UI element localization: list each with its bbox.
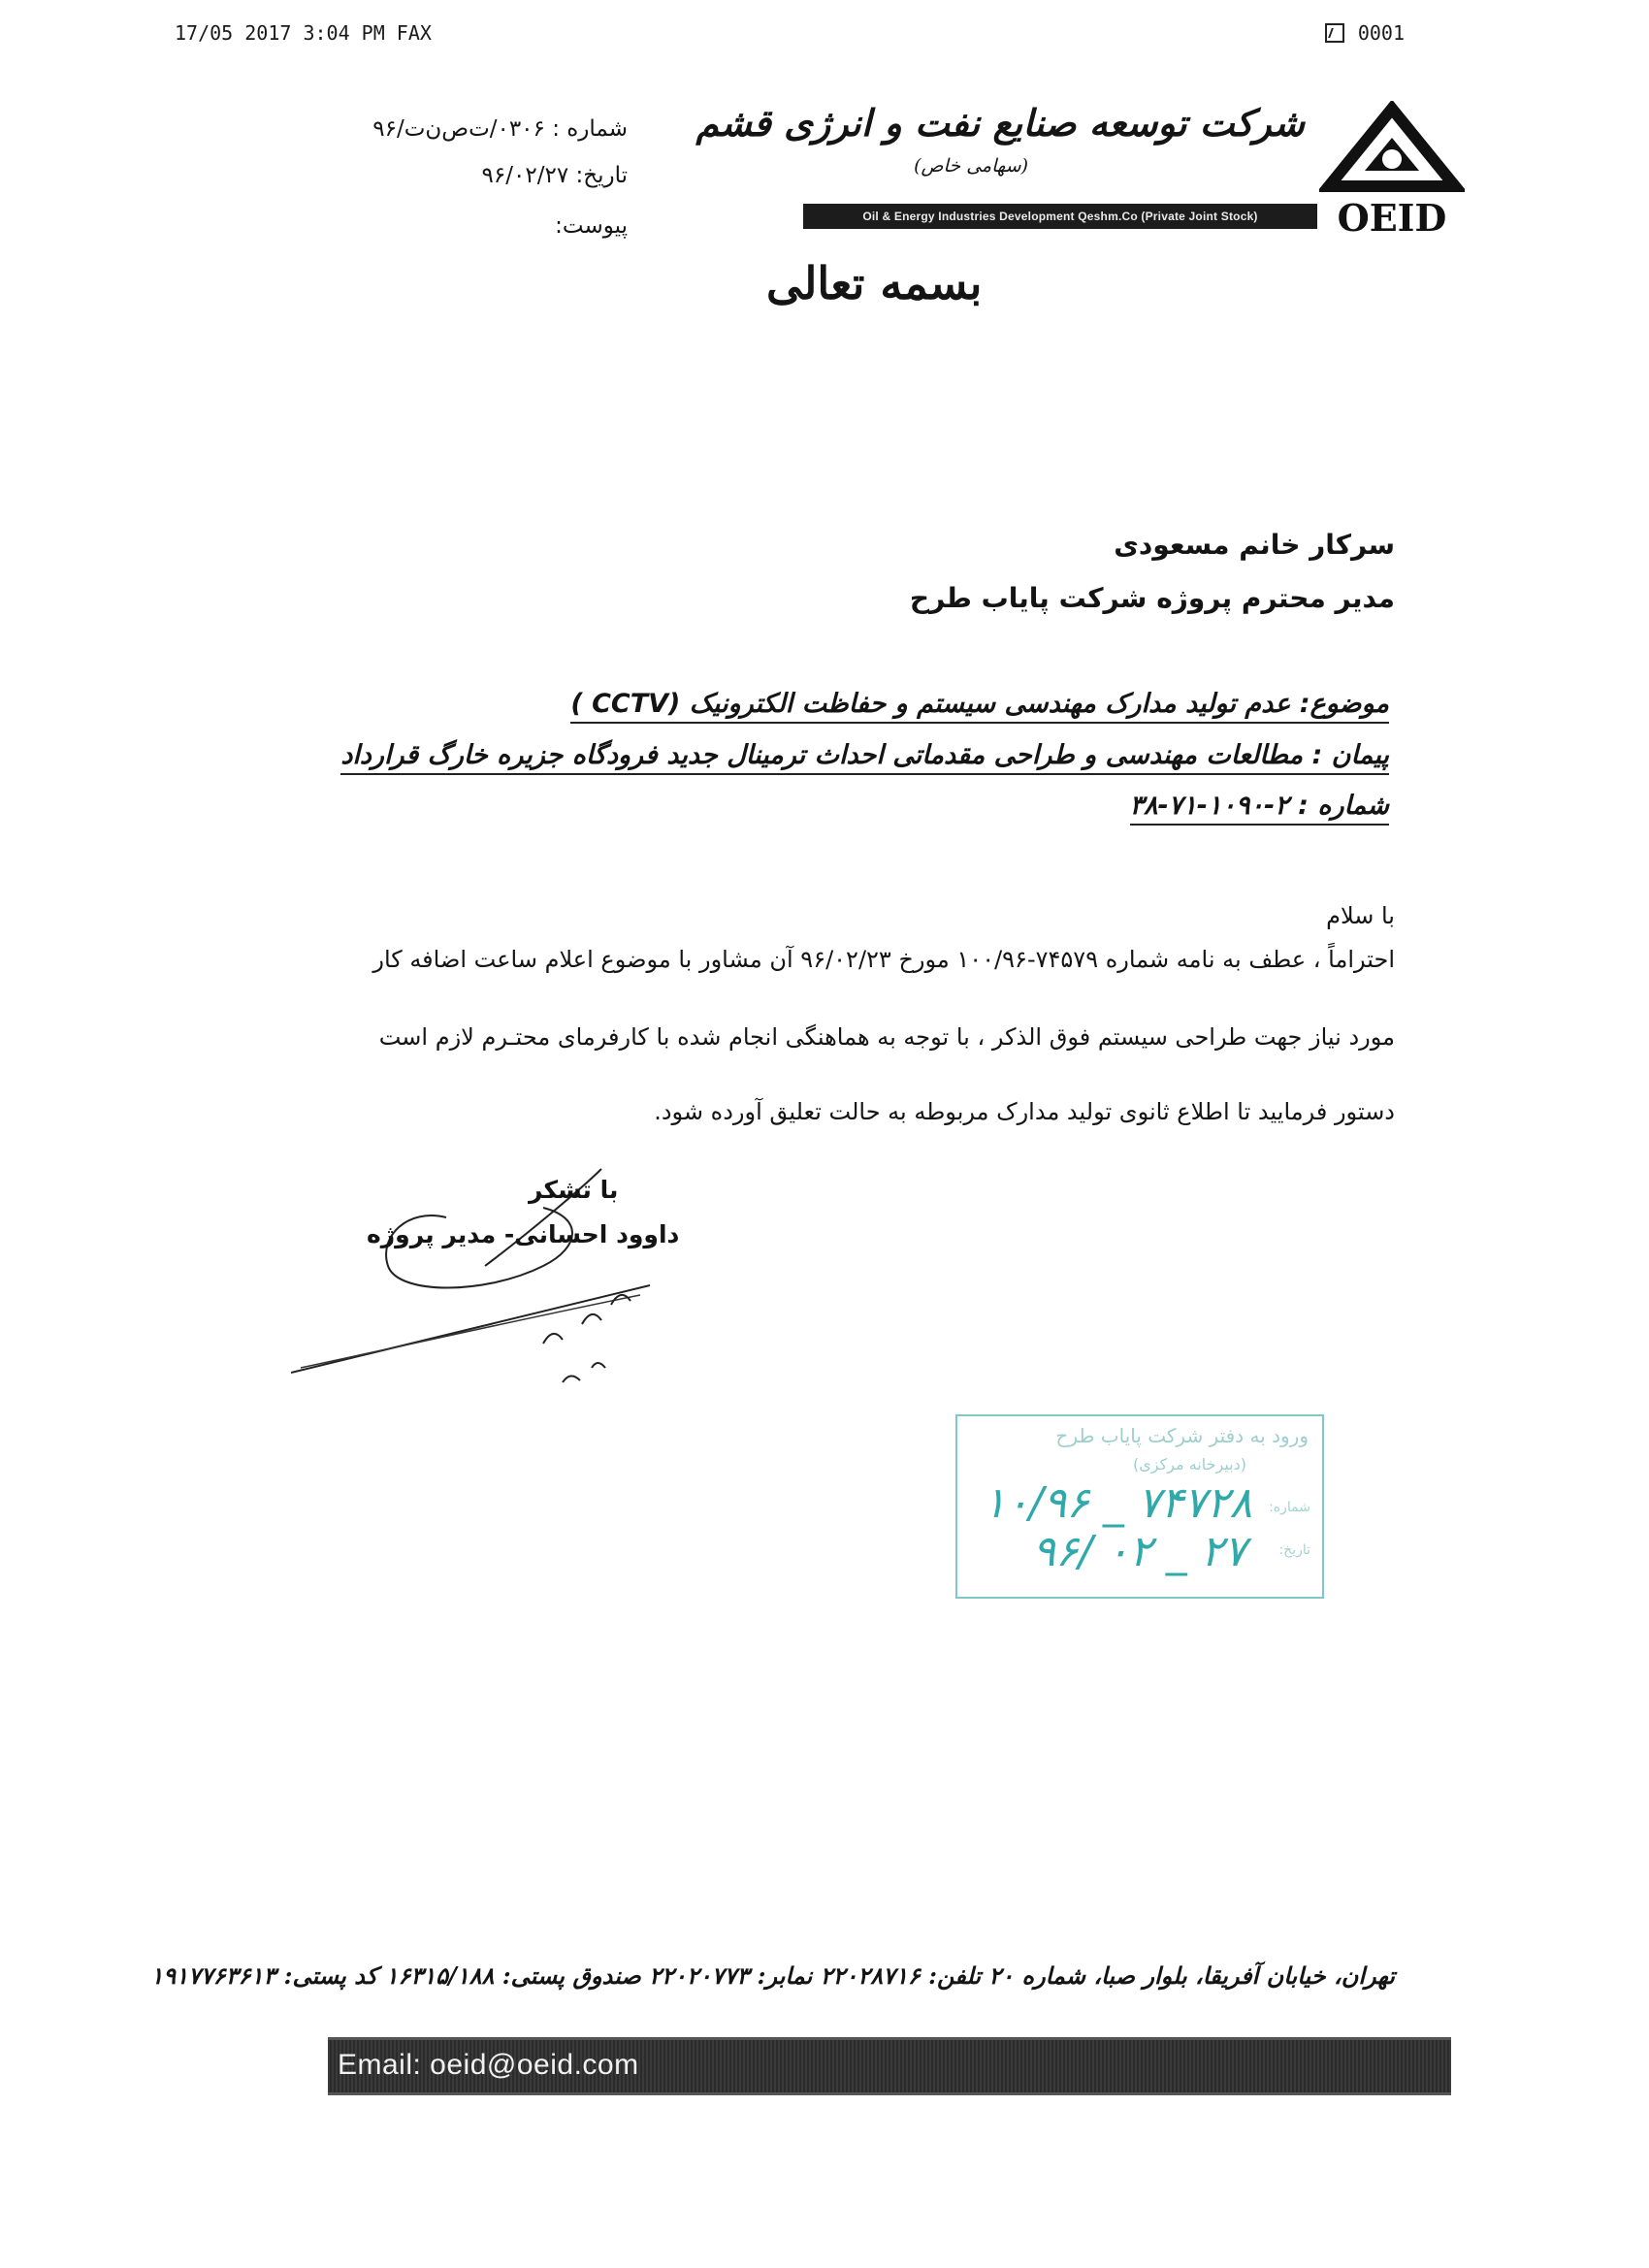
closing-thanks: با تشکر xyxy=(529,1176,619,1204)
footer-email-bar xyxy=(328,2037,1451,2095)
stamp-number-label: شماره: xyxy=(1269,1500,1310,1515)
footer-address: تهران، خیابان آفریقا، بلوار صبا، شماره ۲۰ تلفن: ۲۲۰۲۸۷۱۶ نمابر: ۲۲۰۲۰۷۷۳ صندوق پستی: ۱۶۳۱۵/۱۸۸ کد پستی: ۱۹۱۷۷۶۳۶۱۳ xyxy=(150,1961,1395,1990)
body-paragraph-line-1: احتراماً ، عطف به نامه شماره ۷۴۵۷۹-۱۰۰/۹۶ مورخ ۹۶/۰۲/۲۳ آن مشاور با موضوع اعلام ساعت اضافه کار xyxy=(372,946,1395,973)
footer-email: Email: oeid@oeid.com xyxy=(338,2049,639,2081)
body-paragraph-line-3: دستور فرمایید تا اطلاع ثانوی تولید مدارک مربوطه به حالت تعلیق آورده شود. xyxy=(654,1098,1395,1125)
fax-checkbox-icon xyxy=(1325,23,1344,43)
subject-line: موضوع: عدم تولید مدارک مهندسی سیستم و حفاظت الکترونیک (CCTV ) xyxy=(570,689,1389,724)
fax-page-indicator xyxy=(1325,21,1405,45)
contract-number: شماره : ۲-۱۰۹۰-۷۱-۳۸ xyxy=(1130,791,1389,826)
recipient-title: مدیر محترم پروژه شرکت پایاب طرح xyxy=(909,582,1395,614)
recipient-name: سرکار خانم مسعودی xyxy=(1114,529,1395,561)
registration-stamp xyxy=(955,1414,1324,1599)
company-english-name: Oil & Energy Industries Development Qeshm.Co (Private Joint Stock) xyxy=(803,204,1317,229)
letter-attachment: پیوست: xyxy=(555,213,628,239)
fax-page-number: 0001 xyxy=(1357,21,1405,45)
logo-text: OEID xyxy=(1337,196,1447,237)
company-name: شرکت توسعه صنایع نفت و انرژی قشم xyxy=(695,101,1305,145)
fax-timestamp: 17/05 2017 3:04 PM FAX xyxy=(175,21,432,45)
body-paragraph-line-2: مورد نیاز جهت طراحی سیستم فوق الذکر ، با توجه به هماهنگی انجام شده با کارفرمای محتـرم لازم است xyxy=(378,1023,1395,1051)
stamp-subtitle: (دبیرخانه مرکزی) xyxy=(1133,1455,1246,1474)
contract-line: پیمان : مطالعات مهندسی و طراحی مقدماتی احداث ترمینال جدید فرودگاه جزیره خارگ قرارداد xyxy=(340,740,1389,775)
basmala-heading: بسمه تعالی xyxy=(766,257,983,309)
letter-date: تاریخ: ۹۶/۰۲/۲۷ xyxy=(481,163,628,188)
company-logo xyxy=(1319,101,1465,237)
company-type: (سهامی خاص) xyxy=(914,155,1028,177)
stamp-title: ورود به دفتر شرکت پایاب طرح xyxy=(1055,1424,1309,1447)
signatory-name: داوود احسانی- مدیر پروژه xyxy=(367,1220,680,1248)
stamp-number: ۱۰/۹۶ _ ۷۴۷۲۸ xyxy=(983,1478,1252,1528)
stamp-date: ۹۶/ ۰۲ _ ۲۷ xyxy=(1032,1527,1246,1576)
stamp-date-label: تاریخ: xyxy=(1278,1542,1310,1558)
greeting: با سلام xyxy=(1326,902,1395,929)
letter-number: شماره : ۰۳۰۶/ت‌ص‌ن‌ت/۹۶ xyxy=(372,116,628,142)
